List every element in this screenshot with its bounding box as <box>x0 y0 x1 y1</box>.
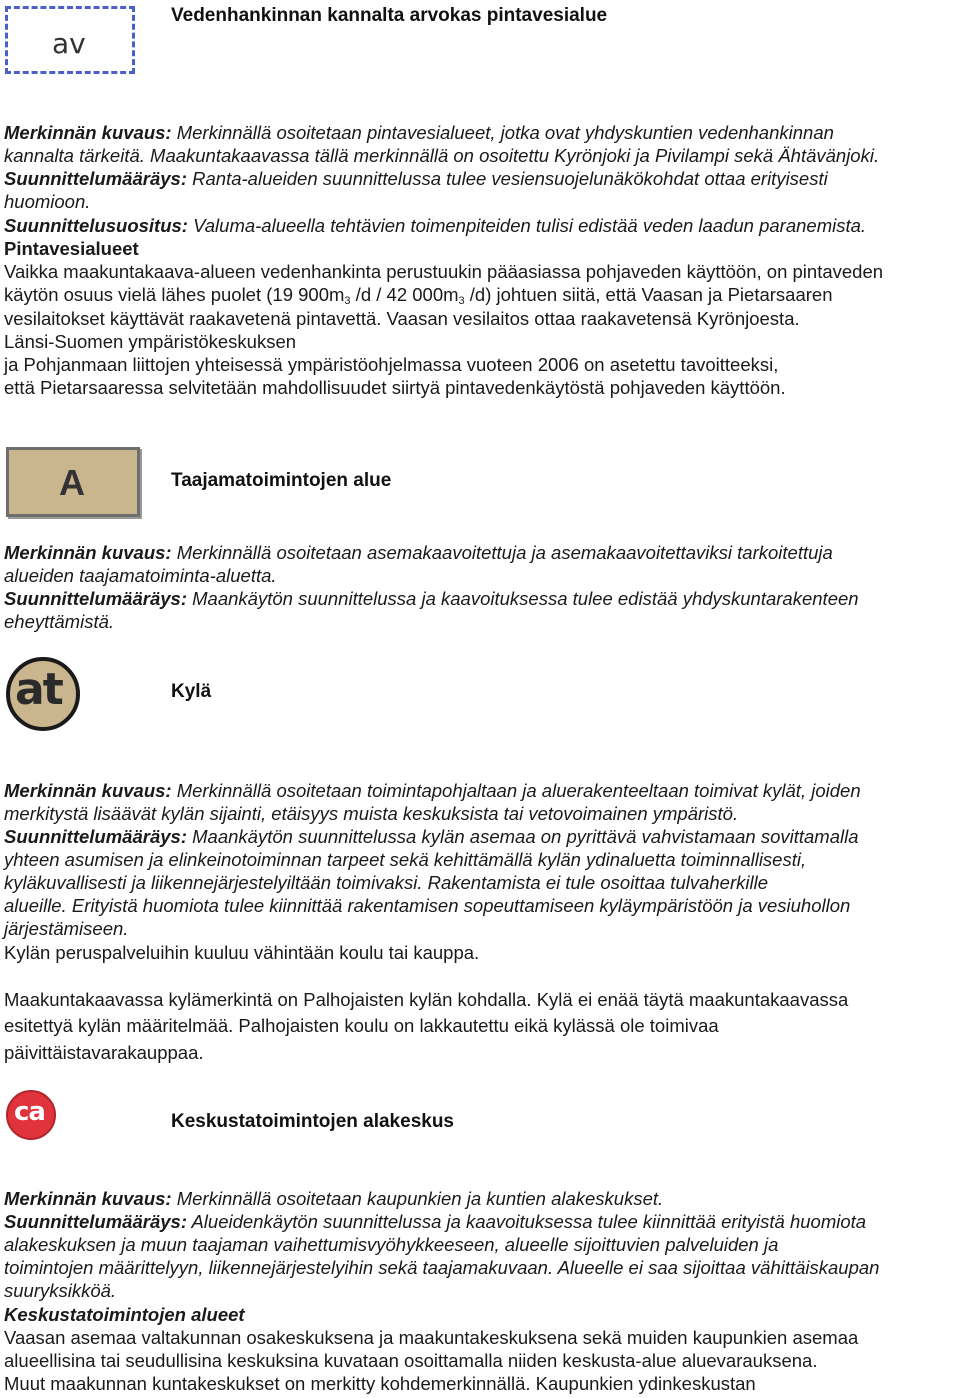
maarays-line: huomioon. <box>4 191 91 212</box>
maarays-line: Suunnittelumääräys: Maankäytön suunnittelussa ja kaavoituksessa tulee edistää yhdyskuntarakenteen <box>4 588 859 609</box>
kuvaus-line: Merkinnän kuvaus: Merkinnällä osoitetaan toimintapohjaltaan ja aluerakenteeltaan toimivat kylät, joiden <box>4 780 861 801</box>
section-title-kyla: Kylä <box>171 681 212 702</box>
body-line: alueellisina tai seudullisina keskuksina kuvataan osoittamalla niiden keskusta-alue aluevarauksena. <box>4 1350 818 1371</box>
ca-symbol-icon <box>6 1090 56 1140</box>
section-title-alakeskus: Keskustatoimintojen alakeskus <box>171 1111 454 1132</box>
body-line: Vaikka maakuntakaava-alueen vedenhankinta perustuukin pääasiassa pohjaveden käyttöön, on pintaveden <box>4 261 884 282</box>
kuvaus-label: Merkinnän kuvaus: <box>4 542 172 563</box>
kuvaus-label: Merkinnän kuvaus: <box>4 780 172 801</box>
maarays-line: alakeskuksen ja muun taajaman vaihettumisvyöhykkeeseen, alueelle sijoittuvien palveluiden ja <box>4 1234 779 1255</box>
body-line: päivittäistavarakauppaa. <box>4 1042 204 1063</box>
kuvaus-line: Merkinnän kuvaus: Merkinnällä osoitetaan pintavesialueet, jotka ovat yhdyskuntien vedenhankinnan <box>4 122 834 143</box>
sub-heading: Pintavesialueet <box>4 238 139 259</box>
maarays-line: järjestämiseen. <box>4 918 129 939</box>
av-symbol-text: av <box>52 27 86 60</box>
maarays-label: Suunnittelumääräys: <box>4 588 187 609</box>
kuvaus-line: merkitystä lisäävät kylän sijainti, etäisyys muista keskuksista tai vetovoimainen ympäristö. <box>4 803 739 824</box>
body-line: vesilaitokset käyttävät raakavetenä pintavettä. Vaasan vesilaitos ottaa raakavetensä Kyrönjoesta. <box>4 308 800 329</box>
suositus-line: Suunnittelusuositus: Valuma-alueella tehtävien toimenpiteiden tulisi edistää veden laadun paranemista. <box>4 215 867 236</box>
suositus-label: Suunnittelusuositus: <box>4 215 188 236</box>
body-line: Länsi-Suomen ympäristökeskuksen <box>4 331 297 352</box>
maarays-line: eheyttämistä. <box>4 611 115 632</box>
maarays-line: Suunnittelumääräys: Maankäytön suunnittelussa kylän asemaa on pyrittävä vahvistamaan sovittamalla <box>4 826 859 847</box>
body-line: Maakuntakaavassa kylämerkintä on Palhojaisten kylän kohdalla. Kylä ei enää täytä maakuntakaavassa <box>4 989 849 1010</box>
a-symbol-icon <box>6 447 140 517</box>
kuvaus-line: Merkinnän kuvaus: Merkinnällä osoitetaan asemakaavoitettuja ja asemakaavoitettaviksi tarkoitettuja <box>4 542 833 563</box>
kuvaus-line: kannalta tärkeitä. Maakuntakaavassa tällä merkinnällä on osoitettu Kyrönjoki ja Pivilampi sekä Ähtävänjoki. <box>4 145 880 166</box>
maarays-label: Suunnittelumääräys: <box>4 168 187 189</box>
maarays-line: kyläkuvallisesti ja liikennejärjestelyiltään toimivaksi. Rakentamista ei tule osoittaa tulvaherkille <box>4 872 768 893</box>
at-symbol-text: at <box>15 664 62 715</box>
maarays-label: Suunnittelumääräys: <box>4 826 187 847</box>
body-line: Vaasan asemaa valtakunnan osakeskuksena ja maakuntakeskuksena sekä muiden kaupunkien asemaa <box>4 1327 859 1348</box>
kuvaus-line: Merkinnän kuvaus: Merkinnällä osoitetaan kaupunkien ja kuntien alakeskukset. <box>4 1188 664 1209</box>
kuvaus-label: Merkinnän kuvaus: <box>4 122 172 143</box>
body-line: että Pietarsaaressa selvitetään mahdollisuudet siirtyä pintavedenkäytöstä pohjaveden käyttöön. <box>4 377 786 398</box>
maarays-line: yhteen asumisen ja elinkeinotoiminnan tarpeet sekä kehittämällä kylän ydinaluetta toiminnallisesti, <box>4 849 807 870</box>
body-line: Muut maakunnan kuntakeskukset on merkitty kohdemerkinnällä. Kaupunkien ydinkeskustan <box>4 1373 756 1394</box>
av-symbol-icon <box>5 6 135 74</box>
body-line: käytön osuus vielä lähes puolet (19 $900m_3$ /d / 42 $000m_3$ /d) johtuen siitä, että Vaasan ja Pietarsaaren <box>4 284 833 307</box>
section-title-pintavesialue: Vedenhankinnan kannalta arvokas pintavesialue <box>171 5 608 26</box>
maarays-line: Suunnittelumääräys: Alueidenkäytön suunnittelussa ja kaavoituksessa tulee kiinnittää erityistä huomiota <box>4 1211 867 1232</box>
kuvaus-line: alueiden taajamatoiminta-aluetta. <box>4 565 277 586</box>
at-symbol-icon <box>6 657 80 731</box>
body-line: Kylän peruspalveluihin kuuluu vähintään koulu tai kauppa. <box>4 942 480 963</box>
body-line: esitettyä kylän määritelmää. Palhojaisten koulu on lakkautettu eikä kylässä ole toimivaa <box>4 1015 719 1036</box>
section-title-taajama: Taajamatoimintojen alue <box>171 470 392 491</box>
maarays-line: alueille. Erityistä huomiota tulee kiinnittää rakentamisen sopeuttamiseen kyläympäristöön ja vesiuhollon <box>4 895 851 916</box>
maarays-line: suuryksikköä. <box>4 1280 117 1301</box>
maarays-line: toimintojen määrittelyyn, liikennejärjestelyihin sekä taajamakuvaan. Alueelle ei saa sijoittaa vähittäiskaupan <box>4 1257 880 1278</box>
maarays-line: Suunnittelumääräys: Ranta-alueiden suunnittelussa tulee vesiensuojelunäkökohdat ottaa erityisesti <box>4 168 828 189</box>
kuvaus-label: Merkinnän kuvaus: <box>4 1188 172 1209</box>
a-symbol-text: A <box>59 462 85 503</box>
maarays-label: Suunnittelumääräys: <box>4 1211 187 1232</box>
sub-heading: Keskustatoimintojen alueet <box>4 1304 245 1325</box>
ca-symbol-text: ca <box>14 1097 45 1127</box>
body-line: ja Pohjanmaan liittojen yhteisessä ympäristöohjelmassa vuoteen 2006 on asetettu tavoitteeksi, <box>4 354 779 375</box>
